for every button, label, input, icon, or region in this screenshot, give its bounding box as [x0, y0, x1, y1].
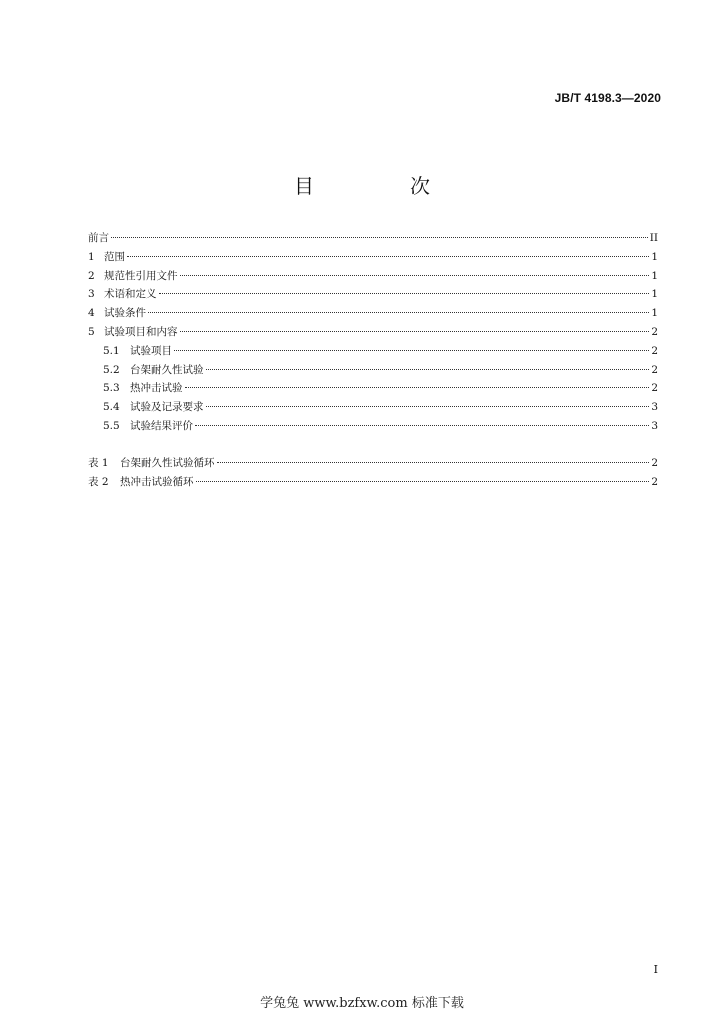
toc-leader-dots	[174, 350, 649, 351]
table-of-contents	[88, 230, 658, 492]
toc-entry-label: 台架耐久性试验循环	[120, 456, 215, 469]
toc-entry-5-5[interactable]	[88, 418, 658, 437]
toc-entry-scope[interactable]	[88, 249, 658, 268]
toc-entry-label: 前言	[88, 232, 109, 244]
toc-entry-page: 2	[651, 475, 658, 488]
toc-entry-number: 4	[88, 307, 95, 320]
toc-entry-page: 1	[651, 307, 658, 320]
toc-leader-dots	[127, 256, 649, 257]
toc-leader-dots	[180, 275, 650, 276]
toc-entry-test-conditions[interactable]	[88, 305, 658, 324]
toc-entry-page: 1	[651, 288, 658, 301]
toc-entry-label: 试验及记录要求	[130, 401, 204, 414]
toc-entry-number: 5.1	[103, 344, 120, 357]
toc-entry-label: 范围	[104, 250, 125, 263]
toc-entry-test-items[interactable]	[88, 324, 658, 343]
toc-entry-label: 台架耐久性试验	[130, 363, 204, 376]
toc-entry-table-2[interactable]	[88, 474, 658, 493]
toc-entry-label: 试验结果评价	[130, 419, 193, 432]
toc-entry-page: 1	[651, 250, 658, 263]
toc-entry-5-4[interactable]	[88, 399, 658, 418]
toc-entry-label: 热冲击试验	[130, 382, 183, 395]
toc-entry-label: 试验项目和内容	[104, 325, 178, 338]
toc-entry-page: 2	[651, 363, 658, 376]
page-number: I	[653, 963, 658, 976]
toc-entry-page: II	[649, 232, 658, 244]
toc-entry-number: 5.2	[103, 363, 120, 376]
toc-leader-dots	[206, 369, 650, 370]
toc-entry-5-3[interactable]	[88, 380, 658, 399]
page-title: 目 次	[294, 174, 468, 198]
toc-entry-number: 2	[88, 269, 95, 282]
toc-entry-5-1[interactable]	[88, 343, 658, 362]
standard-code: JB/T 4198.3—2020	[554, 91, 661, 105]
toc-entry-number: 3	[88, 288, 95, 301]
toc-entry-number: 5.4	[103, 401, 120, 414]
toc-entry-page: 2	[651, 456, 658, 469]
toc-leader-dots	[180, 331, 650, 332]
toc-entry-number: 1	[88, 250, 95, 263]
toc-entry-page: 2	[651, 382, 658, 395]
toc-entry-number: 表 2	[88, 475, 109, 488]
toc-leader-dots	[217, 462, 650, 463]
toc-entry-terms[interactable]	[88, 286, 658, 305]
toc-entry-number: 5.5	[103, 419, 120, 432]
toc-entry-number: 5.3	[103, 382, 120, 395]
toc-leader-dots	[196, 481, 650, 482]
toc-leader-dots	[111, 237, 648, 238]
footer-watermark: 学兔兔 www.bzfxw.com 标准下载	[260, 996, 464, 1011]
toc-entry-page: 2	[651, 344, 658, 357]
toc-entry-page: 1	[651, 269, 658, 282]
toc-section-gap	[88, 437, 658, 455]
toc-entry-foreword[interactable]	[88, 230, 658, 249]
toc-leader-dots	[159, 293, 650, 294]
toc-entry-page: 3	[651, 419, 658, 432]
toc-leader-dots	[195, 425, 649, 426]
toc-entry-label: 规范性引用文件	[104, 269, 178, 282]
toc-entry-normative-references[interactable]	[88, 268, 658, 287]
toc-entry-label: 热冲击试验循环	[120, 475, 194, 488]
toc-leader-dots	[206, 406, 650, 407]
toc-entry-page: 3	[651, 401, 658, 414]
toc-entry-label: 术语和定义	[104, 288, 157, 301]
toc-leader-dots	[185, 387, 650, 388]
toc-entry-number: 表 1	[88, 456, 109, 469]
toc-entry-number: 5	[88, 325, 95, 338]
toc-leader-dots	[148, 312, 649, 313]
toc-entry-table-1[interactable]	[88, 455, 658, 474]
toc-entry-label: 试验项目	[130, 344, 172, 357]
toc-entry-5-2[interactable]	[88, 362, 658, 381]
toc-entry-label: 试验条件	[104, 307, 146, 320]
toc-entry-page: 2	[651, 325, 658, 338]
